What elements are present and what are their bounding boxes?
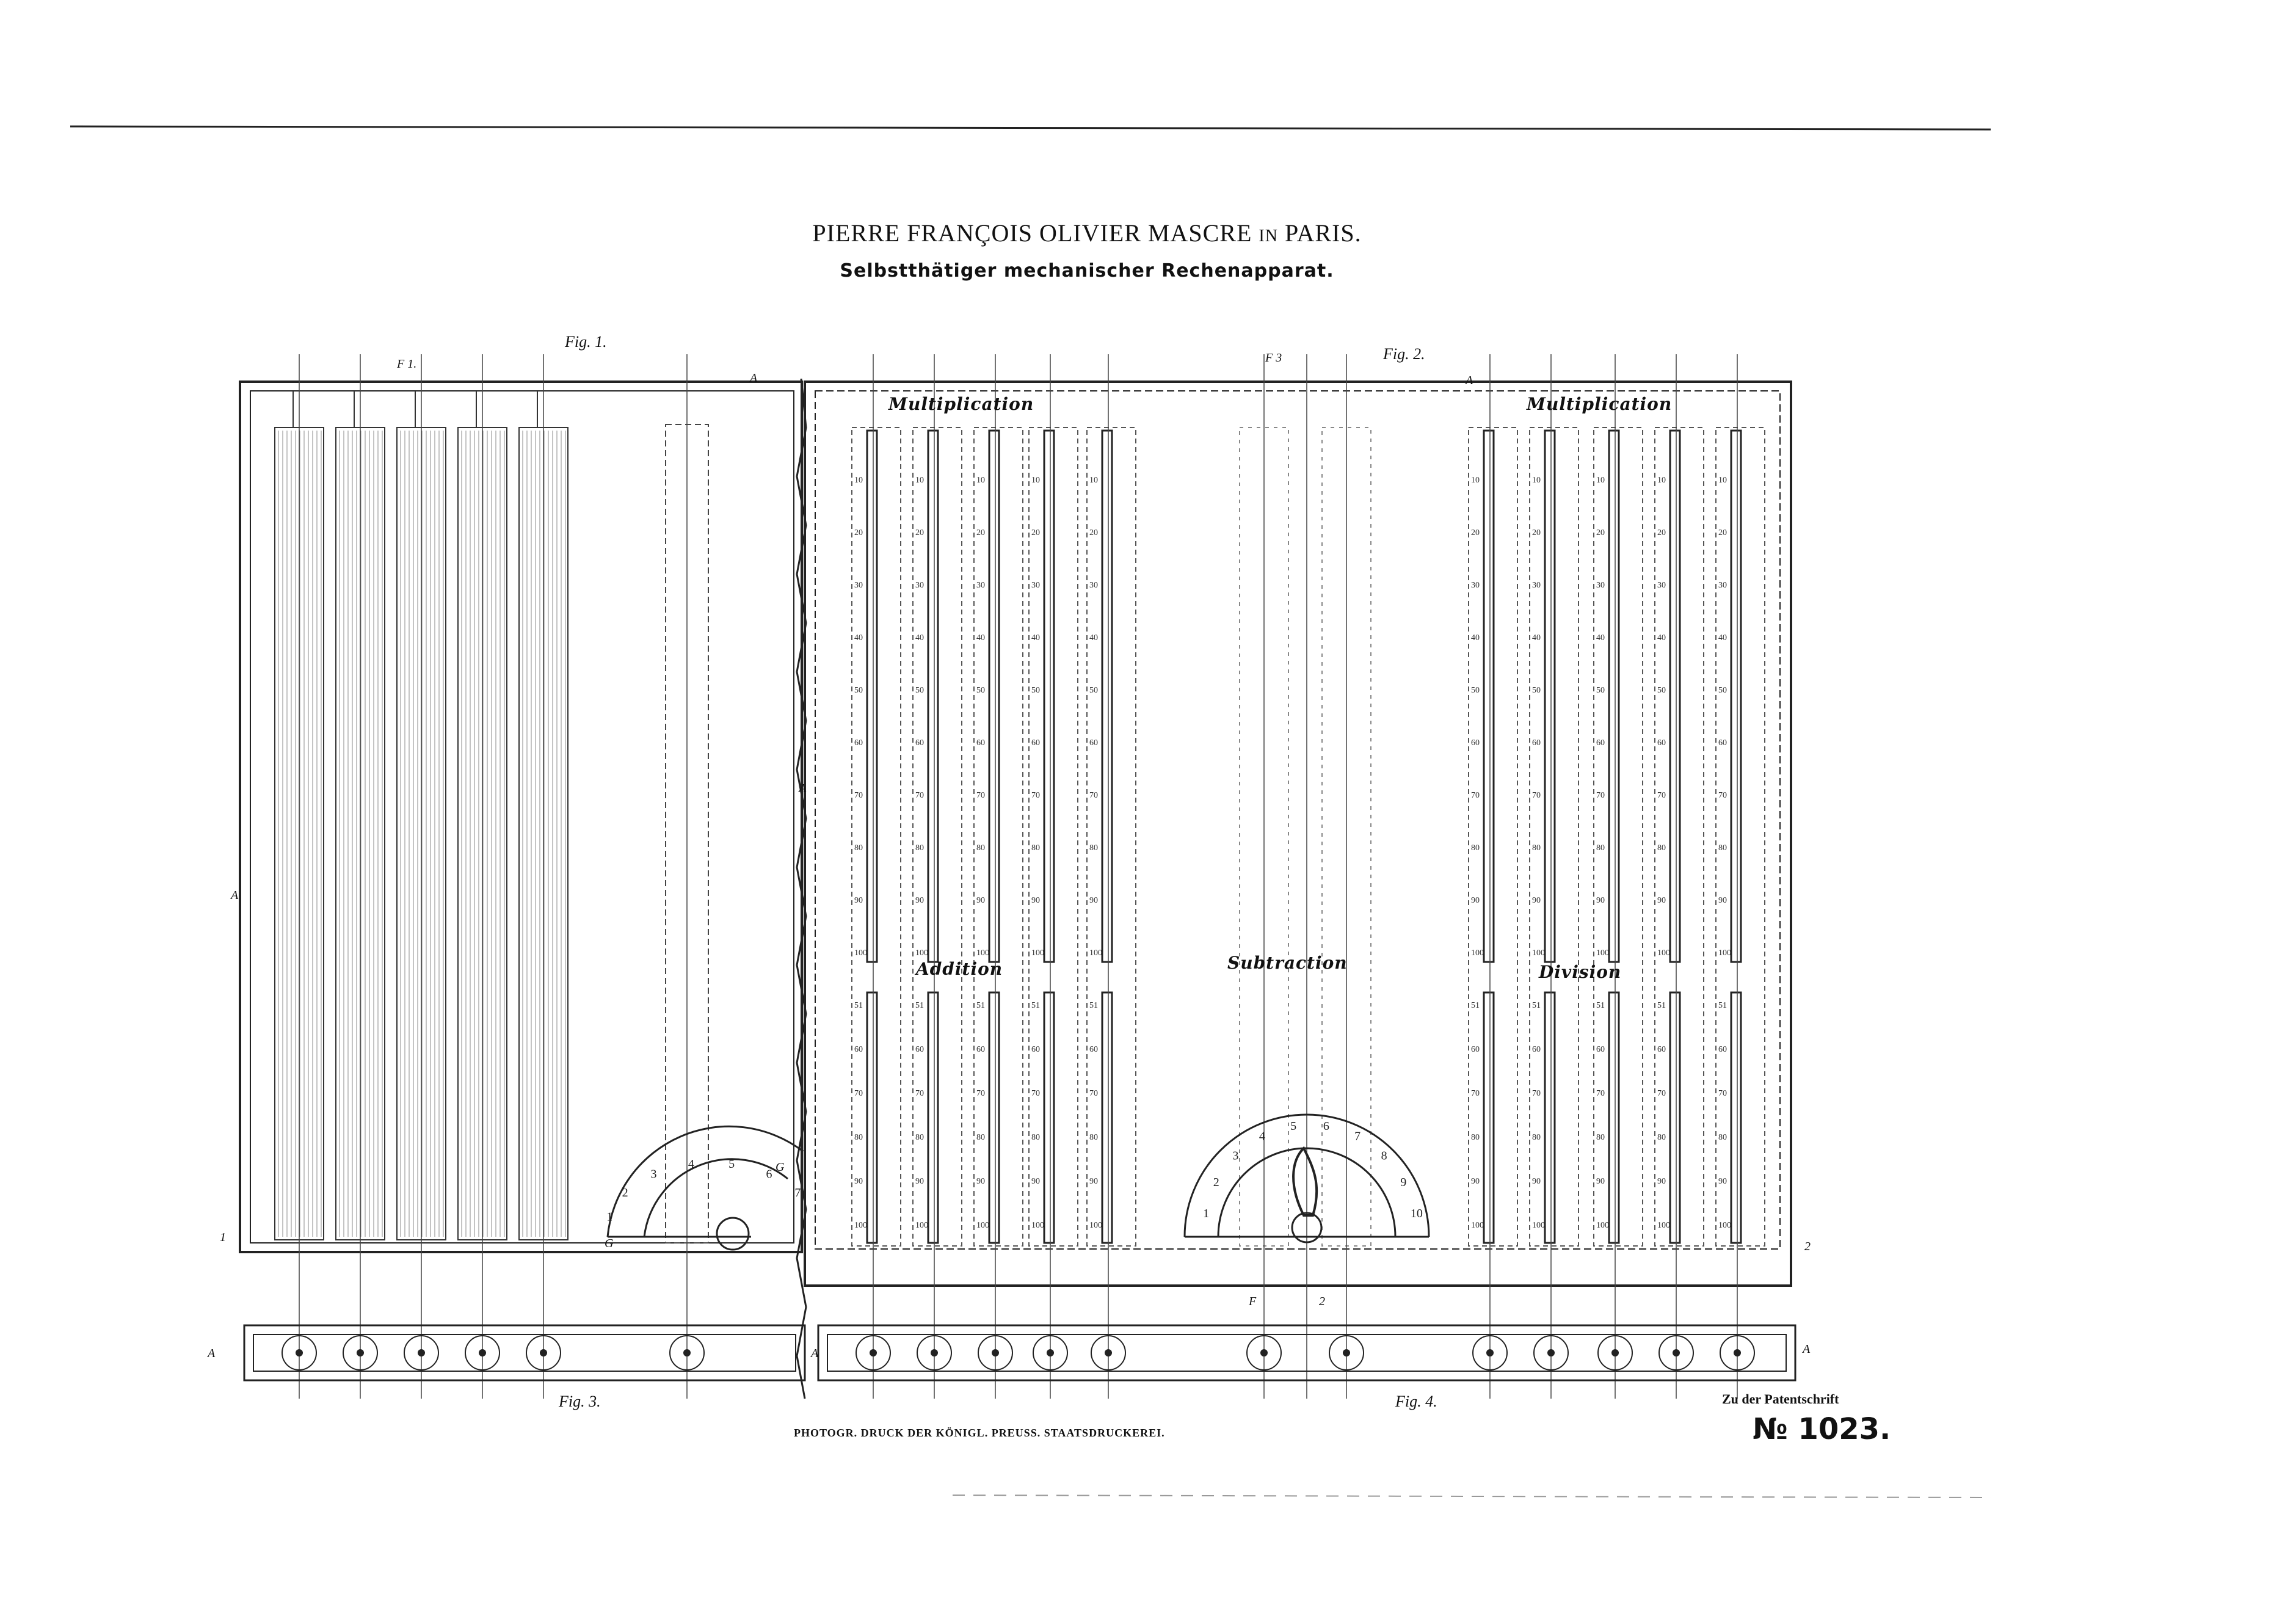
fig2-scale-number: 70: [976, 791, 985, 800]
ref-2-right: 2: [1804, 1240, 1811, 1253]
fig2-scale-number: 50: [1089, 686, 1098, 695]
fig2-scale-number: 40: [1657, 633, 1666, 643]
fig2-scale-number: 20: [1031, 528, 1040, 537]
plan-gear-hub: [540, 1349, 547, 1356]
fig2-scale-number: 30: [1532, 581, 1541, 590]
fig2-scale-number: 90: [1657, 896, 1666, 905]
fig2-scale-rod-lower: [1484, 992, 1494, 1243]
fig2-scale-number: 100: [1532, 949, 1545, 958]
addition-label: Addition: [916, 959, 1003, 979]
fig2-scale-number: 30: [1657, 581, 1666, 590]
fig2-dial-number: 9: [1400, 1175, 1407, 1189]
fig2-scale-rod-lower: [1102, 992, 1112, 1243]
plan-view-gears: [282, 1336, 1754, 1370]
patent-subtitle: Selbstthätiger mechanischer Rechenapparat.: [840, 260, 1334, 282]
fig2-scale-number: 100: [1718, 949, 1731, 958]
plan-gear-hub: [1047, 1349, 1054, 1356]
ref-A-fig1: A: [750, 371, 758, 385]
fig2-scale-number-lower: 90: [1471, 1177, 1480, 1186]
ref-F-bottom: F: [1249, 1295, 1257, 1308]
fig2-scale-number-lower: 100: [1031, 1221, 1044, 1230]
fig2-scale-number: 30: [1471, 581, 1480, 590]
fig2-scale-number: 30: [1089, 581, 1098, 590]
fig1-dial-number: 2: [622, 1185, 628, 1200]
fig2-scale-number: 100: [1089, 949, 1102, 958]
fig2-scale-number-lower: 90: [976, 1177, 985, 1186]
fig2-scale-number-lower: 80: [1471, 1133, 1480, 1142]
fig2-scale-number-lower: 80: [1532, 1133, 1541, 1142]
fig2-scale-number: 30: [1596, 581, 1605, 590]
fig2-scale-number: 90: [1089, 896, 1098, 905]
fig2-scale-number: 20: [976, 528, 985, 537]
fig3-plan: [244, 1325, 805, 1380]
fig2-scale-number-lower: 90: [1657, 1177, 1666, 1186]
fig1-dial-numbers: [606, 1157, 801, 1223]
fig2-scale-number: 40: [854, 633, 863, 643]
fig2-label: Fig. 2.: [1383, 345, 1425, 363]
patent-number: № 1023.: [1753, 1412, 1891, 1446]
fig1-dial-number: 3: [650, 1167, 657, 1181]
plan-gear-hub: [1734, 1349, 1741, 1356]
plan-gear-hub: [1547, 1349, 1555, 1356]
fig2-scale-number: 80: [854, 843, 863, 853]
fig2-scale-number: 60: [1596, 738, 1605, 748]
multiplication-label-right: Multiplication: [1527, 394, 1673, 414]
fig2-scale-number: 70: [1657, 791, 1666, 800]
fig2-scale-number: 50: [1532, 686, 1541, 695]
fig2-scale-number-lower: 90: [1532, 1177, 1541, 1186]
fig2-scale-number-lower: 70: [1089, 1089, 1098, 1098]
fig2-scale-number-lower: 60: [976, 1045, 985, 1054]
fig2-scale-rod: [1102, 431, 1112, 962]
fig2-scale-number: 60: [854, 738, 863, 748]
fig2-dial-number: 5: [1290, 1120, 1297, 1134]
fig2-scale-number-lower: 80: [1657, 1133, 1666, 1142]
fig2-scale-number: 80: [915, 843, 924, 853]
fig2-dial-number: 3: [1232, 1149, 1239, 1163]
fig2-scale-number: 20: [1089, 528, 1098, 537]
fig2-scale-rod-lower: [1044, 992, 1054, 1243]
fig2-scale-number: 100: [915, 949, 928, 958]
fig2-scale-number-lower: 90: [1089, 1177, 1098, 1186]
fig1-dial-number: 1: [606, 1210, 613, 1224]
fig2-scale-rod: [867, 431, 877, 962]
fig4-label: Fig. 4.: [1395, 1393, 1437, 1410]
fig1-dial-number: 5: [728, 1157, 735, 1171]
fig2-scale-rod-lower: [1670, 992, 1680, 1243]
fig2-scale-number: 50: [976, 686, 985, 695]
fig2-scale-number: 60: [1089, 738, 1098, 748]
fig2-scale-number: 40: [976, 633, 985, 643]
fig2-scale-number-lower: 51: [1718, 1001, 1727, 1010]
fig2-scale-number: 40: [1532, 633, 1541, 643]
fig2-scale-number-lower: 60: [1718, 1045, 1727, 1054]
fig2-scale-number-lower: 100: [915, 1221, 928, 1230]
ref-A-fig4-right: A: [1803, 1342, 1811, 1356]
fig2-scale-rod-lower: [1545, 992, 1555, 1243]
fig2-scale-number: 100: [1596, 949, 1609, 958]
fig2-scale-number-lower: 60: [915, 1045, 924, 1054]
ref-A-fig3: A: [208, 1347, 216, 1360]
fig2-scale-number-lower: 60: [1031, 1045, 1040, 1054]
fig2-scale-number-lower: 100: [1657, 1221, 1670, 1230]
fig2-scale-number: 10: [854, 476, 863, 485]
fig2-scale-rod-lower: [1731, 992, 1741, 1243]
fig2-scale-number-lower: 51: [1031, 1001, 1040, 1010]
fig2-scale-number-lower: 80: [976, 1133, 985, 1142]
fig2-scale-number: 10: [1657, 476, 1666, 485]
fig2-scale-number-lower: 80: [854, 1133, 863, 1142]
fig2-scale-number-lower: 80: [1031, 1133, 1040, 1142]
fig2-scale-number-lower: 100: [1471, 1221, 1484, 1230]
fig2-scale-number: 70: [915, 791, 924, 800]
plan-gear-hub: [296, 1349, 303, 1356]
ref-F3: F 3: [1265, 351, 1282, 365]
fig2-scale-number: 50: [915, 686, 924, 695]
division-label: Division: [1539, 962, 1622, 982]
fig2-scale-number-lower: 60: [1089, 1045, 1098, 1054]
fig2-scale-number-lower: 51: [1471, 1001, 1480, 1010]
fig2-scale-number-lower: 90: [854, 1177, 863, 1186]
fig2-scale-number: 50: [1718, 686, 1727, 695]
fig2-scale-number: 40: [1596, 633, 1605, 643]
fig2-scale-rod: [928, 431, 938, 962]
fig2-scale-number: 30: [1718, 581, 1727, 590]
fig2-scale-number: 40: [1471, 633, 1480, 643]
plan-gear-hub: [418, 1349, 425, 1356]
fig2-scale-number: 80: [1718, 843, 1727, 853]
fig2-scale-number: 80: [1657, 843, 1666, 853]
ref-A-left: A: [231, 889, 239, 902]
fig1-bars: [275, 391, 708, 1243]
fig2-scale-rod-lower: [928, 992, 938, 1243]
fig2-scale-number: 30: [976, 581, 985, 590]
fig2-scales: [852, 428, 1765, 1246]
fig2-scale-number: 20: [1718, 528, 1727, 537]
fig2-scale-number: 70: [1532, 791, 1541, 800]
fig2-scale-number: 50: [1657, 686, 1666, 695]
plan-gear-hub: [931, 1349, 938, 1356]
fig2-scale-number: 40: [1031, 633, 1040, 643]
fig2-scale-number-lower: 51: [915, 1001, 924, 1010]
fig2-scale-number: 40: [1089, 633, 1098, 643]
fig2-scale-number: 60: [1718, 738, 1727, 748]
patent-title: [611, 219, 1563, 247]
fig2-scale-number: 30: [1031, 581, 1040, 590]
plan-gear-hub: [1611, 1349, 1619, 1356]
fig2-scale-number-lower: 51: [854, 1001, 863, 1010]
fig2-scale-number: 60: [976, 738, 985, 748]
fig2-scale-rod: [989, 431, 999, 962]
fig2-scale-number-lower: 51: [1532, 1001, 1541, 1010]
fig2-scale-number: 80: [976, 843, 985, 853]
fig2-dial-number: 4: [1259, 1129, 1265, 1143]
fig2-scale-rod: [1609, 431, 1619, 962]
plan-gear-hub: [992, 1349, 999, 1356]
fig2-scale-number: 20: [854, 528, 863, 537]
plan-gear-hub: [1486, 1349, 1494, 1356]
fig2-scale-number: 90: [1471, 896, 1480, 905]
fig2-scale-number: 80: [1089, 843, 1098, 853]
fig2-scale-number-lower: 70: [1596, 1089, 1605, 1098]
fig2-scale-number: 10: [1031, 476, 1040, 485]
fig2-scale-number: 80: [1031, 843, 1040, 853]
fig2-scale-number-lower: 100: [1089, 1221, 1102, 1230]
fig2-scale-number: 10: [1089, 476, 1098, 485]
fig2-scale-number: 70: [1718, 791, 1727, 800]
plan-gear-hub: [1260, 1349, 1268, 1356]
fig2-scale-number: 80: [1532, 843, 1541, 853]
fig2-scale-number-lower: 60: [1471, 1045, 1480, 1054]
fig2-scale-number-lower: 51: [1596, 1001, 1605, 1010]
fig2-scale-number-lower: 70: [1031, 1089, 1040, 1098]
fig2-scale-number: 100: [1471, 949, 1484, 958]
fig2-scale-number: 90: [1532, 896, 1541, 905]
plan-gear-hub: [479, 1349, 486, 1356]
fig2-scale-rod-lower: [867, 992, 877, 1243]
sheet-top-rule: [70, 126, 1991, 129]
fig2-dial-number: 10: [1410, 1207, 1423, 1221]
fig2-scale-rod: [1484, 431, 1494, 962]
fig2-scale-number: 70: [1031, 791, 1040, 800]
fig2-scale-number: 100: [1657, 949, 1670, 958]
fig2-scale-number: 60: [915, 738, 924, 748]
fig2-scale-number: 60: [1657, 738, 1666, 748]
ref-2-bottom: 2: [1319, 1295, 1325, 1308]
patent-reference: Zu der Patentschrift: [1722, 1391, 1839, 1407]
fig2-scale-number-lower: 60: [854, 1045, 863, 1054]
fig2-scale-number: 10: [1596, 476, 1605, 485]
fig2-scale-number: 100: [976, 949, 989, 958]
fig2-scale-number: 90: [854, 896, 863, 905]
fig2-scale-number: 70: [1596, 791, 1605, 800]
fig2-scale-number: 50: [854, 686, 863, 695]
fig2-scale-number: 60: [1031, 738, 1040, 748]
fig2-scale-number-lower: 51: [1657, 1001, 1666, 1010]
fig2-scale-number-lower: 90: [1718, 1177, 1727, 1186]
fig2-scale-number-lower: 70: [915, 1089, 924, 1098]
fig2-scale-rod-lower: [1609, 992, 1619, 1243]
fig2-scale-number: 40: [1718, 633, 1727, 643]
fig2-scale-number-lower: 70: [976, 1089, 985, 1098]
inventor-city: PARIS.: [1284, 219, 1362, 247]
fig2-scale-number-lower: 60: [1596, 1045, 1605, 1054]
fig2-dial-number: 8: [1381, 1149, 1387, 1163]
fig2-scale-number-lower: 80: [1089, 1133, 1098, 1142]
plan-gear-hub: [1673, 1349, 1680, 1356]
fig2-scale-number: 90: [1718, 896, 1727, 905]
fig2-scale-number: 100: [1031, 949, 1044, 958]
fig2-scale-number-lower: 70: [1471, 1089, 1480, 1098]
fig2-scale-number-lower: 70: [1657, 1089, 1666, 1098]
fig2-scale-number-lower: 70: [854, 1089, 863, 1098]
fig2-scale-number-lower: 100: [854, 1221, 867, 1230]
fig2-scale-number: 10: [1532, 476, 1541, 485]
fig2-scale-number: 60: [1532, 738, 1541, 748]
ref-G-right: G: [776, 1160, 785, 1174]
fig2-scale-number: 10: [1471, 476, 1480, 485]
fig2-scale-number-lower: 60: [1532, 1045, 1541, 1054]
fig1-dial-number: 4: [688, 1157, 694, 1171]
fig2-scale-number: 90: [1596, 896, 1605, 905]
fig2-dial-number: 2: [1213, 1175, 1219, 1189]
fig2-scale-number: 80: [1471, 843, 1480, 853]
plan-gear-hub: [357, 1349, 364, 1356]
fig1-label: Fig. 1.: [565, 333, 607, 351]
fig2-scale-number-lower: 70: [1718, 1089, 1727, 1098]
fig2-scale-number: 20: [1657, 528, 1666, 537]
fig2-scale-number: 10: [1718, 476, 1727, 485]
fig3-label: Fig. 3.: [559, 1393, 601, 1410]
ref-1-left: 1: [220, 1231, 226, 1244]
fig2-scale-number: 70: [1471, 791, 1480, 800]
fig2-scale-number-lower: 100: [976, 1221, 989, 1230]
ref-A-middle: A: [799, 782, 807, 795]
fig2-scale-number: 90: [1031, 896, 1040, 905]
plan-gear-hub: [1105, 1349, 1112, 1356]
fig2-scale-rod: [1670, 431, 1680, 962]
ref-A-fig4-left: A: [811, 1347, 819, 1360]
fig2-scale-number-lower: 90: [915, 1177, 924, 1186]
fig2-scale-rod: [1545, 431, 1555, 962]
fig2-scale-number: 100: [854, 949, 867, 958]
fig2-scale-number: 50: [1471, 686, 1480, 695]
fig2-scale-number-lower: 100: [1532, 1221, 1545, 1230]
fig2-scale-number-lower: 60: [1657, 1045, 1666, 1054]
fig2-scale-number-lower: 51: [976, 1001, 985, 1010]
projection-lines: [299, 354, 1737, 1399]
fig2-scale-number: 60: [1471, 738, 1480, 748]
fig2-scale-number: 30: [854, 581, 863, 590]
plan-gear-hub: [870, 1349, 877, 1356]
ref-G-left: G: [605, 1237, 614, 1250]
fig2-scale-number: 40: [915, 633, 924, 643]
ref-A-fig2: A: [1466, 374, 1473, 387]
fig2-scale-number: 30: [915, 581, 924, 590]
fig1-dial-number: 6: [766, 1167, 772, 1181]
fig2-scale-number-lower: 70: [1532, 1089, 1541, 1098]
fig2-dial-number: 7: [1354, 1129, 1361, 1143]
fig2-scale-number: 50: [1031, 686, 1040, 695]
fig2-scale-number: 20: [1471, 528, 1480, 537]
fig1-dial: [608, 1126, 803, 1250]
fig2-scale-number-lower: 100: [1718, 1221, 1731, 1230]
fig2-scale-rod: [1044, 431, 1054, 962]
fig2-scale-number: 20: [915, 528, 924, 537]
fig2-scale-number-lower: 80: [915, 1133, 924, 1142]
plan-gear-hub: [683, 1349, 691, 1356]
printer-credit: PHOTOGR. DRUCK DER KÖNIGL. PREUSS. STAATSDRUCKEREI.: [794, 1427, 1165, 1439]
fig2-scale-number: 20: [1532, 528, 1541, 537]
fig2-scale-number: 70: [1089, 791, 1098, 800]
title-in: IN: [1259, 227, 1278, 246]
inventor-name: PIERRE FRANÇOIS OLIVIER MASCRE: [812, 219, 1252, 247]
fig2-scale-rod: [1731, 431, 1741, 962]
fig2-scale-number: 50: [1596, 686, 1605, 695]
multiplication-label-left: Multiplication: [888, 394, 1034, 414]
fig1-dial-number: 7: [794, 1185, 801, 1200]
fig2-scale-number-lower: 80: [1718, 1133, 1727, 1142]
fig2-scale-number-lower: 90: [1031, 1177, 1040, 1186]
sheet-bottom-rule: [953, 1495, 1991, 1498]
fig2-scale-number-lower: 100: [1596, 1221, 1609, 1230]
fig2-dial-number: 1: [1203, 1207, 1210, 1221]
fig2-scale-number-lower: 80: [1596, 1133, 1605, 1142]
fig2-scale-number-lower: 51: [1089, 1001, 1098, 1010]
fig2-scale-number-lower: 90: [1596, 1177, 1605, 1186]
fig2-scale-number: 80: [1596, 843, 1605, 853]
fig2-dial-number: 6: [1323, 1120, 1329, 1134]
ref-F1: F 1.: [397, 357, 417, 371]
plan-gear-hub: [1343, 1349, 1350, 1356]
fig2-scale-number: 90: [976, 896, 985, 905]
fig2-scale-number: 10: [915, 476, 924, 485]
fig2-scale-number: 10: [976, 476, 985, 485]
fig2-scale-rod-lower: [989, 992, 999, 1243]
fig2-scale-number: 70: [854, 791, 863, 800]
subtraction-label: Subtraction: [1227, 953, 1348, 973]
fig2-scale-number: 90: [915, 896, 924, 905]
fig2-scale-number: 20: [1596, 528, 1605, 537]
